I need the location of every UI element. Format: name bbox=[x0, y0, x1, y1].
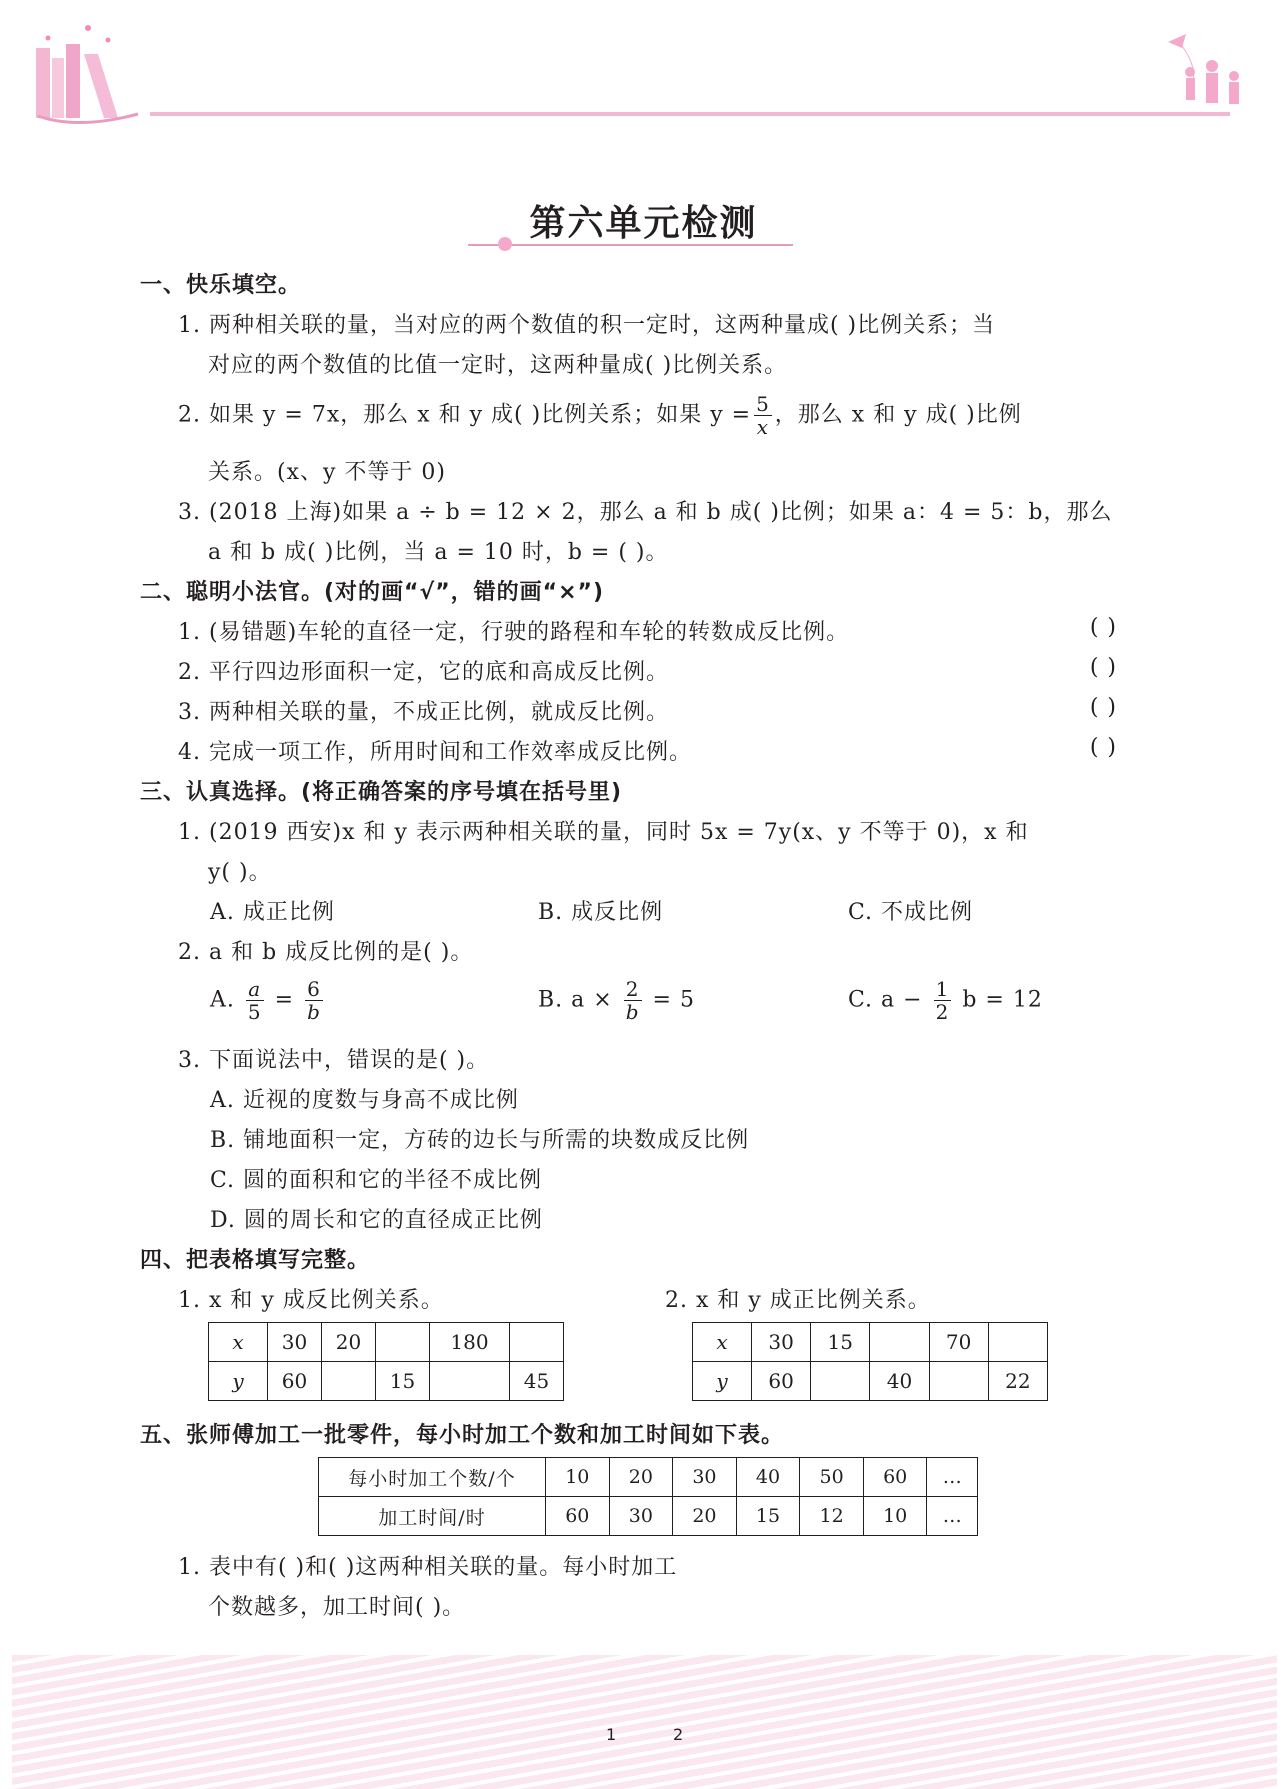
table-cell bbox=[509, 1323, 563, 1362]
s1-q2-frac-den: x bbox=[756, 415, 770, 439]
page-number-left: 1 bbox=[606, 1725, 617, 1744]
table-row bbox=[209, 1323, 564, 1362]
s1-q2-part2: ，那么 x 和 y 成( )比例 bbox=[774, 402, 1022, 428]
table-row bbox=[209, 1362, 564, 1401]
s4-table2 bbox=[692, 1322, 1048, 1401]
table-cell: 45 bbox=[509, 1362, 563, 1401]
s3-q2-a-frac1-den: 5 bbox=[247, 1000, 262, 1024]
table-cell: 60 bbox=[268, 1362, 322, 1401]
s3-q1-option-b: B. 成反比例 bbox=[538, 900, 664, 925]
table-cell: … bbox=[927, 1458, 978, 1497]
s1-q2-line1 bbox=[178, 393, 1022, 438]
table-row bbox=[693, 1323, 1048, 1362]
s3-q2-b-post: = 5 bbox=[652, 987, 695, 1013]
page-number-right: 2 bbox=[673, 1725, 684, 1744]
table-cell: 40 bbox=[870, 1362, 929, 1401]
s3-q2: 2. a 和 b 成反比例的是( )。 bbox=[178, 940, 474, 965]
s3-q2-b-frac-den: b bbox=[625, 1000, 640, 1024]
section-4-heading: 四、把表格填写完整。 bbox=[140, 1248, 371, 1273]
footer-band bbox=[12, 1655, 1277, 1789]
s3-q3-option-d: D. 圆的周长和它的直径成正比例 bbox=[210, 1208, 543, 1233]
s1-q2-line2: 关系。(x、y 不等于 0) bbox=[208, 460, 446, 485]
table-cell bbox=[430, 1362, 510, 1401]
s3-q1-option-c: C. 不成比例 bbox=[848, 900, 974, 925]
s5-table bbox=[318, 1457, 978, 1536]
table-cell bbox=[929, 1362, 988, 1401]
title-dot bbox=[498, 237, 512, 251]
table-cell: 12 bbox=[800, 1497, 864, 1536]
s4-table1-title: 1. x 和 y 成反比例关系。 bbox=[178, 1288, 444, 1313]
table-cell bbox=[322, 1362, 376, 1401]
s3-q1-option-a: A. 成正比例 bbox=[210, 900, 335, 925]
s3-q2-a-frac1 bbox=[246, 978, 264, 1023]
s3-q2-option-c bbox=[848, 978, 1043, 1023]
table-cell: 180 bbox=[430, 1323, 510, 1362]
s3-q3-option-a: A. 近视的度数与身高不成比例 bbox=[210, 1088, 519, 1113]
s3-q2-c-post: b = 12 bbox=[962, 987, 1043, 1013]
s3-q2-a-frac2-num: 6 bbox=[305, 978, 323, 1001]
table-cell bbox=[811, 1362, 870, 1401]
table-cell: 15 bbox=[376, 1362, 430, 1401]
table-cell: x bbox=[693, 1323, 752, 1362]
section-2-heading: 二、聪明小法官。(对的画“√”，错的画“×”) bbox=[140, 580, 605, 605]
s3-q2-c-pre: C. a − bbox=[848, 987, 923, 1013]
s3-q2-option-b bbox=[538, 978, 695, 1023]
header-rule bbox=[150, 112, 1230, 116]
table-cell: 15 bbox=[811, 1323, 870, 1362]
table-cell: 60 bbox=[752, 1362, 811, 1401]
table-cell: 30 bbox=[752, 1323, 811, 1362]
table-row bbox=[319, 1497, 978, 1536]
table-cell: 60 bbox=[863, 1458, 927, 1497]
s5-q1-line1: 1. 表中有( )和( )这两种相关联的量。每小时加工 bbox=[178, 1555, 678, 1580]
s3-q2-option-a bbox=[210, 978, 326, 1023]
table-cell: 每小时加工个数/个 bbox=[319, 1458, 546, 1497]
s3-q2-b-frac bbox=[624, 978, 642, 1023]
section-3-heading: 三、认真选择。(将正确答案的序号填在括号里) bbox=[140, 780, 623, 805]
s2-item-4: 4. 完成一项工作，所用时间和工作效率成反比例。 bbox=[178, 740, 692, 765]
table-cell: y bbox=[209, 1362, 268, 1401]
table-cell: 30 bbox=[609, 1497, 673, 1536]
table-cell: 70 bbox=[929, 1323, 988, 1362]
s3-q3-option-c: C. 圆的面积和它的半径不成比例 bbox=[210, 1168, 543, 1193]
s3-q2-a-frac1-num: a bbox=[246, 978, 264, 1001]
table-cell: 20 bbox=[673, 1497, 737, 1536]
table-cell: 22 bbox=[988, 1362, 1047, 1401]
s1-q2-part1: 2. 如果 y = 7x，那么 x 和 y 成( )比例关系；如果 y = bbox=[178, 402, 752, 428]
table-cell: 15 bbox=[736, 1497, 800, 1536]
table-cell: 20 bbox=[322, 1323, 376, 1362]
table-cell: 加工时间/时 bbox=[319, 1497, 546, 1536]
s2-answer-paren-1: ( ) bbox=[1089, 615, 1117, 640]
section-5-heading: 五、张师傅加工一批零件，每小时加工个数和加工时间如下表。 bbox=[140, 1423, 785, 1448]
s3-q2-a-eq: = bbox=[274, 987, 295, 1013]
s2-item-1: 1. (易错题)车轮的直径一定，行驶的路程和车轮的转数成反比例。 bbox=[178, 620, 850, 645]
s2-answer-paren-3: ( ) bbox=[1089, 695, 1117, 720]
s1-q1-line1: 1. 两种相关联的量，当对应的两个数值的积一定时，这两种量成( )比例关系；当 bbox=[178, 313, 996, 338]
s2-answer-paren-4: ( ) bbox=[1089, 735, 1117, 760]
table-cell: 60 bbox=[546, 1497, 610, 1536]
table-cell: 50 bbox=[800, 1458, 864, 1497]
s2-item-2: 2. 平行四边形面积一定，它的底和高成反比例。 bbox=[178, 660, 669, 685]
table-cell: … bbox=[927, 1497, 978, 1536]
table-cell: x bbox=[209, 1323, 268, 1362]
s3-q2-a-frac2 bbox=[305, 978, 323, 1023]
s3-q2-a-frac2-den: b bbox=[307, 1000, 321, 1024]
header-children-kite-icon bbox=[1160, 30, 1260, 120]
s4-table2-title: 2. x 和 y 成正比例关系。 bbox=[665, 1288, 931, 1313]
s2-answer-paren-2: ( ) bbox=[1089, 655, 1117, 680]
table-row bbox=[693, 1362, 1048, 1401]
s3-q2-c-frac-num: 1 bbox=[935, 977, 950, 1001]
s2-item-3: 3. 两种相关联的量，不成正比例，就成反比例。 bbox=[178, 700, 669, 725]
table-cell: 10 bbox=[863, 1497, 927, 1536]
table-cell: 30 bbox=[268, 1323, 322, 1362]
table-cell: 40 bbox=[736, 1458, 800, 1497]
table-cell bbox=[870, 1323, 929, 1362]
table-cell: y bbox=[693, 1362, 752, 1401]
table-row bbox=[319, 1458, 978, 1497]
s3-q2-a-label: A. bbox=[210, 987, 235, 1013]
s1-q3-line1: 3. (2018 上海)如果 a ÷ b = 12 × 2，那么 a 和 b 成( )比例；如果 a：4 = 5：b，那么 bbox=[178, 500, 1113, 525]
s3-q2-c-frac bbox=[934, 978, 952, 1023]
s3-q1-line1: 1. (2019 西安)x 和 y 表示两种相关联的量，同时 5x = 7y(x、y 不等于 0)，x 和 bbox=[178, 820, 1029, 845]
s3-q2-c-frac-den: 2 bbox=[935, 1000, 950, 1024]
table-cell bbox=[988, 1323, 1047, 1362]
s1-q1-line2: 对应的两个数值的比值一定时，这两种量成( )比例关系。 bbox=[208, 353, 788, 378]
table-cell: 20 bbox=[609, 1458, 673, 1497]
s3-q3: 3. 下面说法中，错误的是( )。 bbox=[178, 1048, 490, 1073]
s1-q3-line2: a 和 b 成( )比例，当 a = 10 时，b = ( )。 bbox=[208, 540, 669, 565]
page-title: 第六单元检测 bbox=[529, 202, 758, 244]
s3-q1-line2: y( )。 bbox=[208, 860, 272, 885]
table-cell: 10 bbox=[546, 1458, 610, 1497]
section-1-heading: 一、快乐填空。 bbox=[140, 273, 302, 298]
s3-q3-option-b: B. 铺地面积一定，方砖的边长与所需的块数成反比例 bbox=[210, 1128, 750, 1153]
s5-q1-line2: 个数越多，加工时间( )。 bbox=[208, 1595, 466, 1620]
header-books-decoration bbox=[28, 18, 158, 128]
s4-table1 bbox=[208, 1322, 564, 1401]
s3-q2-b-pre: B. a × bbox=[538, 987, 613, 1013]
title-underline bbox=[468, 244, 793, 246]
s1-q2-fraction bbox=[754, 393, 772, 438]
table-cell: 30 bbox=[673, 1458, 737, 1497]
s1-q2-frac-num: 5 bbox=[756, 392, 770, 416]
s3-q2-b-frac-num: 2 bbox=[624, 978, 642, 1001]
table-cell bbox=[376, 1323, 430, 1362]
